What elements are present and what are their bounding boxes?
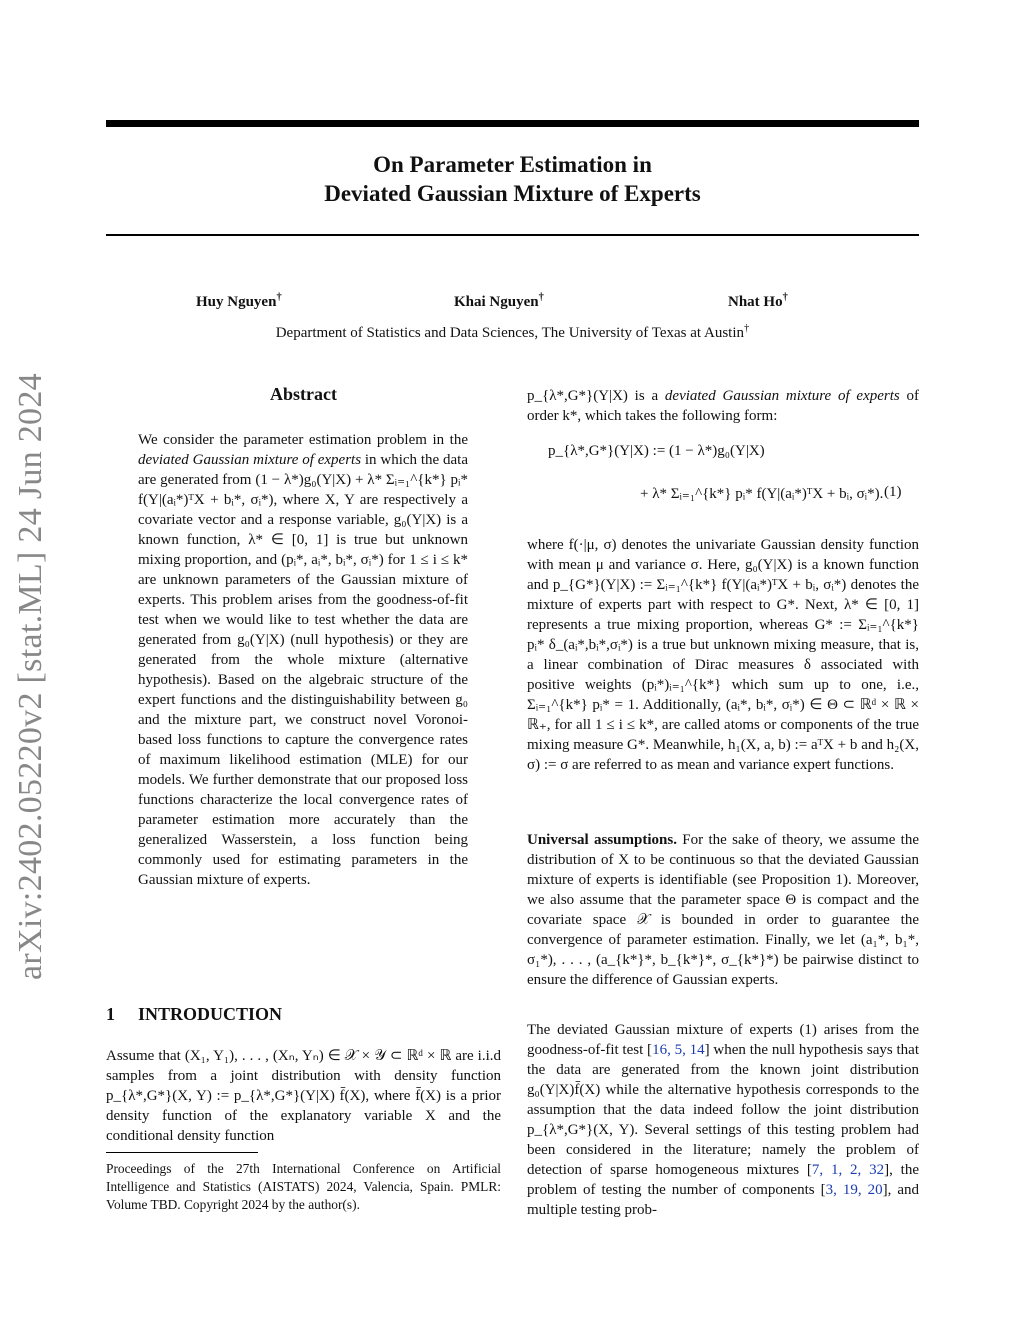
intro-paragraph: Assume that (X₁, Y₁), . . . , (Xₙ, Yₙ) ∈ 𝒳 × 𝒴 ⊂ ℝᵈ × ℝ are i.i.d samples from a joint distribution with density function p_{λ*,G*}(X, Y) := p_{λ*,G*}(Y|X) f̄(X), where f̄(X) is a prior density function of the explanatory variable X and the conditional density function <box>106 1048 501 1144</box>
equation-number: (1) <box>884 484 902 500</box>
citation-link[interactable]: 3, 19, 20 <box>825 1182 883 1198</box>
right-paragraph-1: p_{λ*,G*}(Y|X) is a deviated Gaussian mixture of experts of order k*, which takes the following form: <box>527 388 920 424</box>
author-1: Huy Nguyen† <box>196 292 282 310</box>
abstract-heading: Abstract <box>270 384 337 404</box>
paragraph-heading: Universal assumptions. <box>527 832 677 848</box>
footnote-rule <box>106 1152 258 1153</box>
title-line-2: Deviated Gaussian Mixture of Experts <box>324 181 701 206</box>
universal-assumptions-paragraph: Universal assumptions. For the sake of theory, we assume the distribution of X to be continuous so that the deviated Gaussian mixture of experts is identifiable (see Proposition 1). Moreover, we also assume that the parameter space Θ is compact and the covariate space 𝒳 is bounded in order to guarantee the convergence of parameter estimation. Finally, we let (a₁*, b₁*, σ₁*), . . . , (a_{k*}*, b_{k*}*, σ_{k*}*) be pairwise distinct to ensure the difference of Gaussian experts. <box>527 832 920 988</box>
equation-1-line-1: p_{λ*,G*}(Y|X) := (1 − λ*)g₀(Y|X) <box>548 443 765 459</box>
title-bottom-rule <box>106 234 919 236</box>
author-2: Khai Nguyen† <box>454 292 544 310</box>
section-heading: 1 INTRODUCTION <box>106 1004 283 1024</box>
title-top-rule <box>106 120 919 127</box>
right-paragraph-4: The deviated Gaussian mixture of experts (1) arises from the goodness-of-fit test [16, 5, 14] when the null hypothesis says that the data are generated from the known joint distribution g₀(Y|X)f̄(X) while the alternative hypothesis corresponds to the assumption that the data indeed follow the joint distribution p_{λ*,G*}(X, Y). Several settings of this testing problem had been considered in the literature; namely the problem of detection of sparse homogeneous mixtures [7, 1, 2, 32], the problem of testing the number of components [3, 19, 20], and multiple testing prob- <box>527 1022 920 1218</box>
equation-1-line-2: + λ* Σᵢ₌₁^{k*} pᵢ* f(Y|(aᵢ*)ᵀX + bᵢ, σᵢ*). <box>640 486 884 502</box>
title-line-1: On Parameter Estimation in <box>373 152 652 177</box>
citation-link[interactable]: 7, 1, 2, 32 <box>811 1162 885 1178</box>
author-3: Nhat Ho† <box>728 292 788 310</box>
affiliation: Department of Statistics and Data Sciences, The University of Texas at Austin† <box>275 323 750 341</box>
right-paragraph-2: where f(·|μ, σ) denotes the univariate Gaussian density function with mean μ and variance σ. Here, g₀(Y|X) is a known function and p_{G*}(Y|X) := Σᵢ₌₁^{k*} f(Y|(aᵢ*)ᵀX + bᵢ, σᵢ*) denotes the mixture of experts part with respect to G*. Next, λ* ∈ [0, 1] represents a true mixing proportion, whereas G* := Σᵢ₌₁^{k*} pᵢ* δ_(aᵢ*,bᵢ*,σᵢ*) is a true but unknown mixing measure, that is, a linear combination of Dirac measures δ associated with positive weights (pᵢ*)ᵢ₌₁^{k*} which sum up to one, i.e., Σᵢ₌₁^{k*} pᵢ* = 1. Additionally, (aᵢ*, bᵢ*, σᵢ*) ∈ Θ ⊂ ℝᵈ × ℝ × ℝ₊, for all 1 ≤ i ≤ k*, are called atoms or components of the true mixing measure G*. Meanwhile, h₁(X, a, b) := aᵀX + b and h₂(X, σ) := σ are referred to as mean and variance expert functions. <box>527 537 919 773</box>
abstract-body: We consider the parameter estimation problem in the deviated Gaussian mixture of experts in which the data are generated from (1 − λ*)g₀(Y|X) + λ* Σᵢ₌₁^{k*} pᵢ* f(Y|(aᵢ*)ᵀX + bᵢ*, σᵢ*), where X, Y are respectively a covariate vector and a response variable, g₀(Y|X) is a known function, λ* ∈ [0, 1] is true but unknown mixing proportion, and (pᵢ*, aᵢ*, bᵢ*, σᵢ*) for 1 ≤ i ≤ k* are unknown parameters of the Gaussian mixture of experts. This problem arises from the goodness-of-fit test when we would like to test whether the data are generated from g₀(Y|X) (null hypothesis) or they are generated from the whole mixture (alternative hypothesis). Based on the algebraic structure of the expert functions and the distinguishability between g₀ and the mixture part, we construct novel Voronoi-based loss functions to capture the convergence rates of maximum likelihood estimation (MLE) for our models. We further demonstrate that our proposed loss functions characterize the local convergence rates of parameter estimation more accurately than the generalized Wasserstein, a loss function being commonly used for estimating parameters in the Gaussian mixture of experts. <box>138 432 468 888</box>
arxiv-identifier: arXiv:2402.05220v2 [stat.ML] 24 Jun 2024 <box>12 373 49 980</box>
citation-link[interactable]: 16, 5, 14 <box>652 1042 705 1058</box>
paper-title <box>106 150 919 208</box>
footnote: Proceedings of the 27th International Conference on Artificial Intelligence and Statistics (AISTATS) 2024, Valencia, Spain. PMLR: Volume TBD. Copyright 2024 by the author(s). <box>106 1161 501 1212</box>
